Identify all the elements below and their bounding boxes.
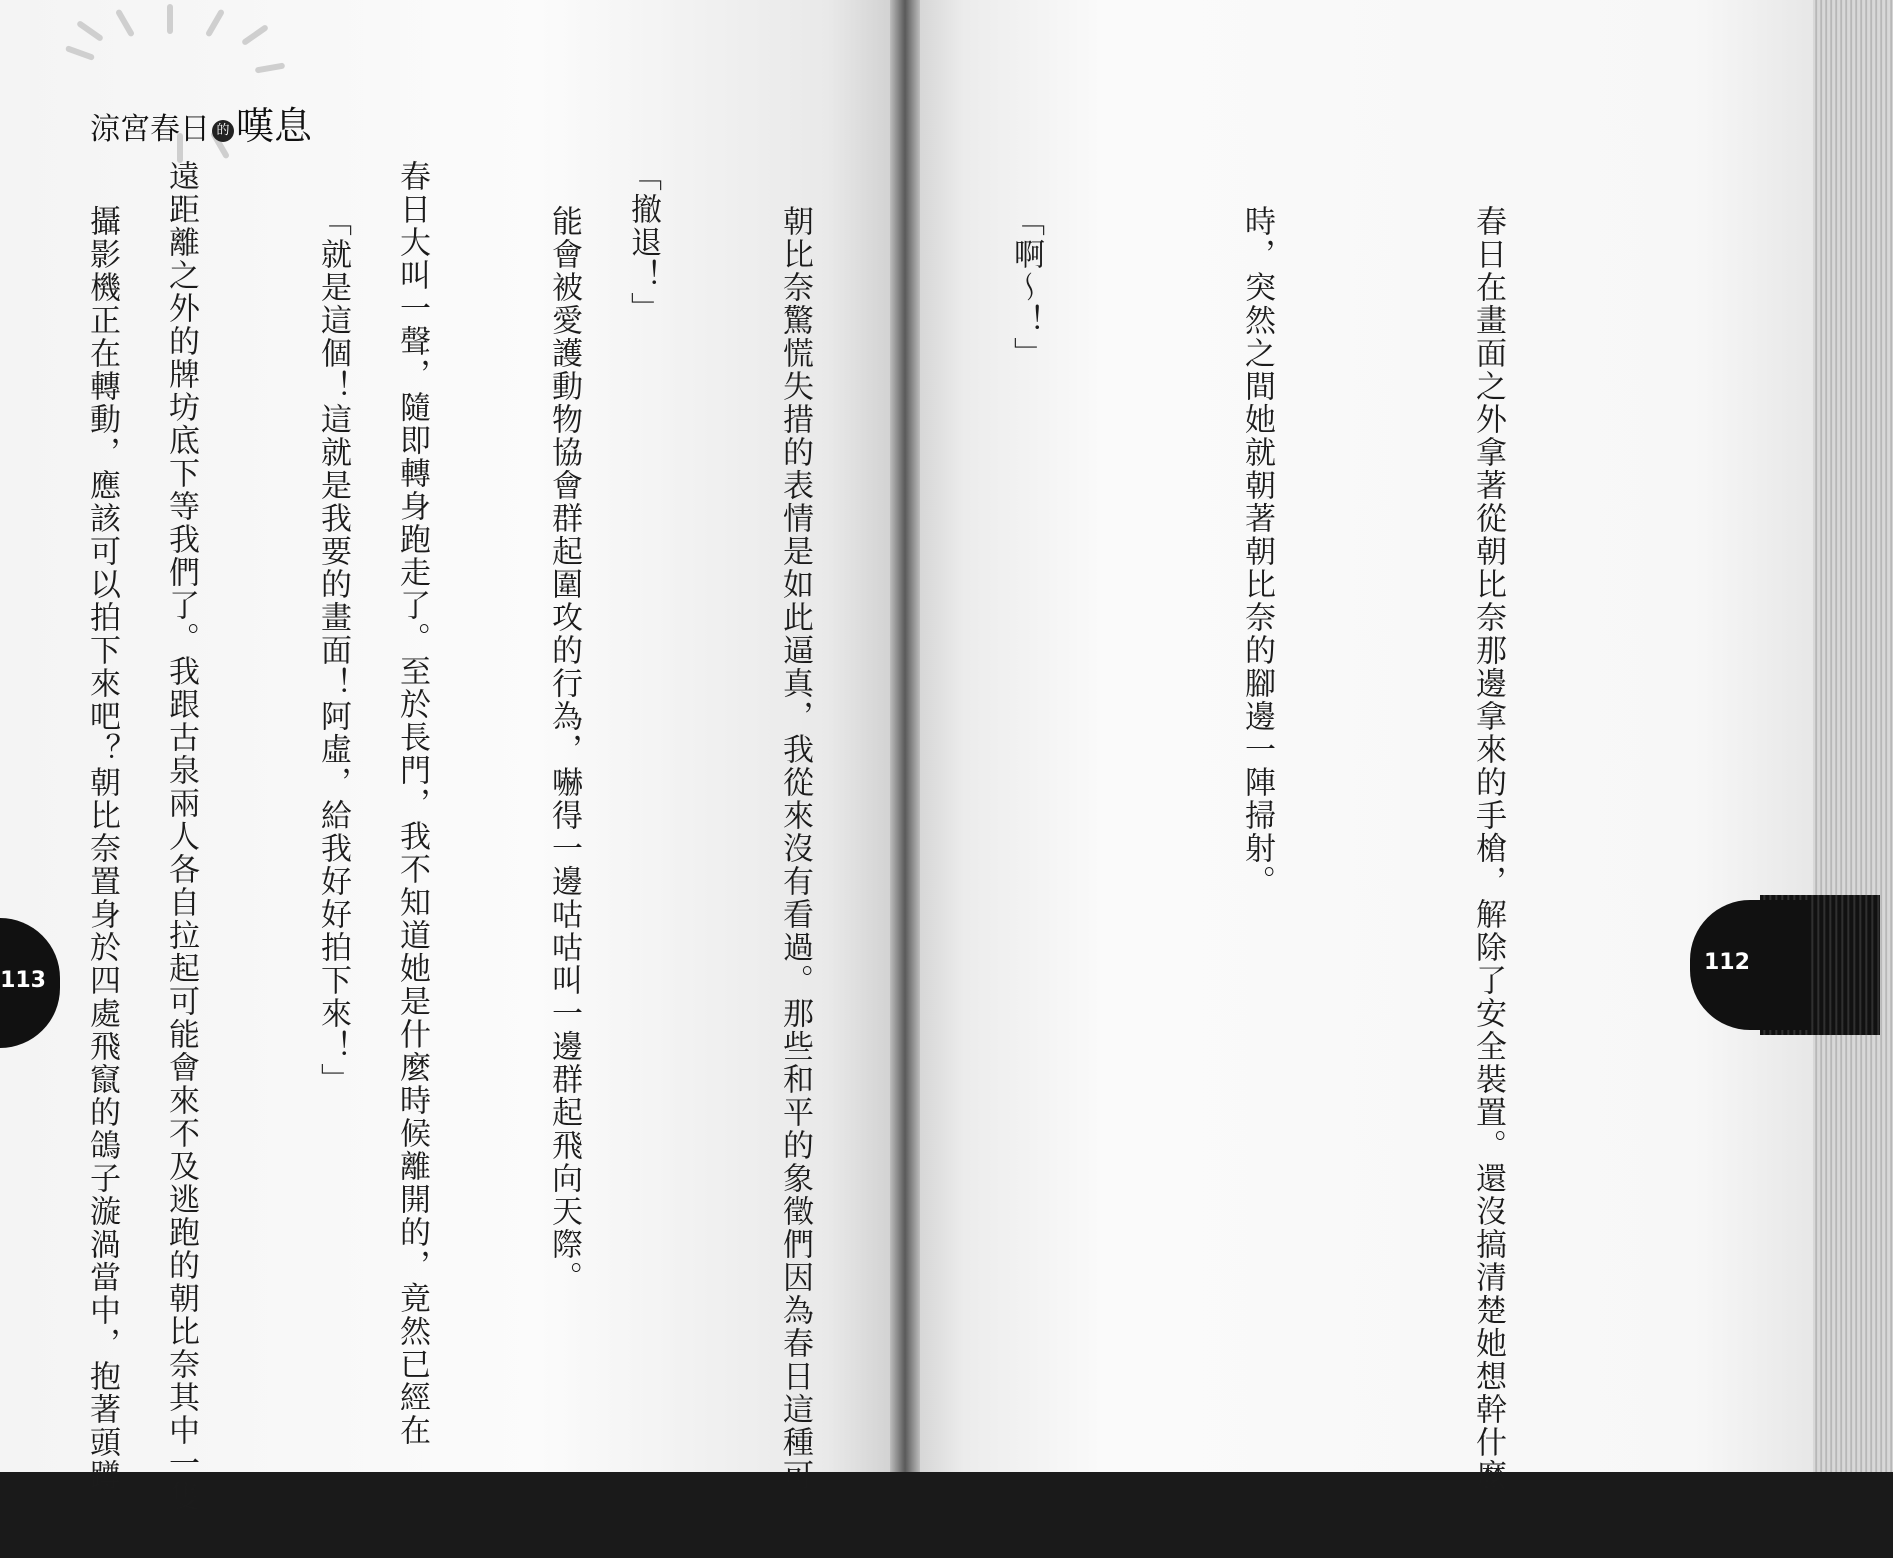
book-title (90, 95, 312, 150)
text-column: 遠距離之外的牌坊底下等我們了。我跟古泉兩人各自拉起可能會來不及逃跑的朝比奈其中一隻 (163, 160, 199, 1513)
text-column: 能會被愛護動物協會群起圍攻的行為，嚇得一邊咕咕叫一邊群起飛向天際。 (546, 205, 582, 1294)
text-column: 春日在畫面之外拿著從朝比奈那邊拿來的手槍，解除了安全裝置。還沒搞清楚她想幹什麼 (1470, 205, 1506, 1492)
sunburst-ray (255, 62, 286, 73)
text-column: 時，突然之間她就朝著朝比奈的腳邊一陣掃射。 (1239, 205, 1275, 898)
sunburst-ray (65, 45, 95, 61)
left-page-text (95, 160, 835, 1513)
book-title-main: 涼宮春日 (90, 112, 210, 147)
page-edges (1813, 0, 1893, 1472)
book-title-badge: 的 (212, 120, 234, 142)
text-column: 攝影機正在轉動，應該可以拍下來吧？朝比奈置身於四處飛竄的鴿子漩渦當中，抱著頭蹲 (84, 205, 120, 1492)
text-column: 「就是這個！這就是我要的畫面！阿虛，給我好好拍下來！」 (315, 205, 351, 1096)
sunburst-ray (167, 4, 173, 34)
running-header (55, 20, 313, 160)
page-number-right: 112 (1704, 950, 1750, 975)
sunburst-ray (241, 24, 269, 46)
page-number-left: 113 (0, 968, 46, 993)
page-number-tab-right (1690, 900, 1810, 1030)
sunburst-ray (76, 20, 104, 42)
text-column: 朝比奈驚慌失措的表情是如此逼真，我從來沒有看過。那些和平的象徵們因為春日這種可 (777, 205, 813, 1492)
text-column: 春日大叫一聲，隨即轉身跑走了。至於長門，我不知道她是什麼時候離開的，竟然已經在 (394, 160, 430, 1447)
text-column: 「撤退！」 (625, 160, 661, 325)
book-title-sub: 嘆息 (236, 104, 313, 148)
text-column: 「啊～！」 (1008, 205, 1044, 370)
